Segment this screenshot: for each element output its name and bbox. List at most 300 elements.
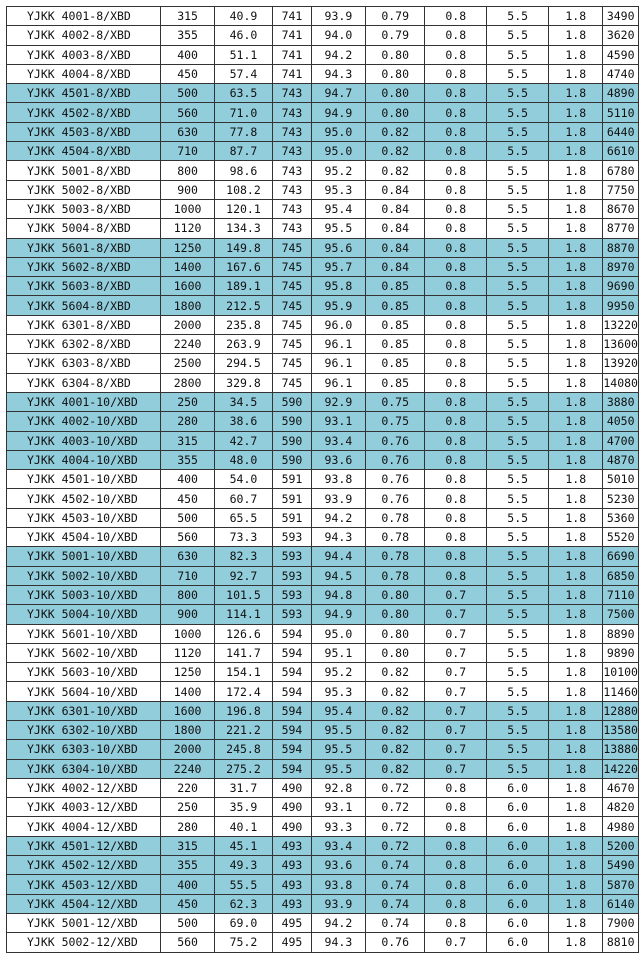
weight-cell: 5110 [603,103,639,122]
current-cell: 65.5 [214,508,272,527]
table-row [7,894,639,913]
model-cell: YJKK 5004-10/XBD [7,605,161,624]
efficiency-cell: 95.0 [311,142,365,161]
col8-cell: 5.5 [487,7,549,26]
power-cell: 2000 [161,740,214,759]
current-cell: 62.3 [214,894,272,913]
model-cell: YJKK 4002-10/XBD [7,412,161,431]
current-cell: 98.6 [214,161,272,180]
current-cell: 60.7 [214,489,272,508]
col9-cell: 1.8 [549,26,603,45]
table-row [7,875,639,894]
model-cell: YJKK 6302-8/XBD [7,335,161,354]
current-cell: 69.0 [214,913,272,932]
model-cell: YJKK 4503-8/XBD [7,122,161,141]
power-cell: 630 [161,122,214,141]
efficiency-cell: 95.5 [311,219,365,238]
power-factor-cell: 0.78 [366,547,425,566]
weight-cell: 14220 [603,759,639,778]
power-factor-cell: 0.82 [366,720,425,739]
col9-cell: 1.8 [549,933,603,952]
col8-cell: 5.5 [487,759,549,778]
col8-cell: 5.5 [487,354,549,373]
efficiency-cell: 93.4 [311,836,365,855]
col7-cell: 0.8 [425,875,487,894]
efficiency-cell: 95.2 [311,161,365,180]
current-cell: 49.3 [214,856,272,875]
model-cell: YJKK 5002-8/XBD [7,180,161,199]
speed-cell: 591 [273,470,312,489]
col8-cell: 5.5 [487,392,549,411]
col9-cell: 1.8 [549,913,603,932]
weight-cell: 8870 [603,238,639,257]
power-cell: 1250 [161,238,214,257]
power-cell: 1400 [161,682,214,701]
current-cell: 75.2 [214,933,272,952]
current-cell: 87.7 [214,142,272,161]
table-row [7,605,639,624]
power-cell: 1400 [161,257,214,276]
power-factor-cell: 0.80 [366,64,425,83]
model-cell: YJKK 4003-10/XBD [7,431,161,450]
power-cell: 500 [161,508,214,527]
weight-cell: 8890 [603,624,639,643]
power-factor-cell: 0.82 [366,740,425,759]
power-factor-cell: 0.72 [366,836,425,855]
table-row [7,778,639,797]
model-cell: YJKK 4504-8/XBD [7,142,161,161]
speed-cell: 490 [273,778,312,797]
efficiency-cell: 95.3 [311,682,365,701]
col7-cell: 0.8 [425,412,487,431]
col7-cell: 0.8 [425,161,487,180]
power-cell: 355 [161,856,214,875]
col9-cell: 1.8 [549,238,603,257]
power-factor-cell: 0.85 [366,296,425,315]
efficiency-cell: 95.4 [311,199,365,218]
speed-cell: 594 [273,701,312,720]
power-factor-cell: 0.84 [366,238,425,257]
weight-cell: 9890 [603,643,639,662]
col7-cell: 0.8 [425,489,487,508]
col7-cell: 0.8 [425,566,487,585]
speed-cell: 591 [273,508,312,527]
power-factor-cell: 0.79 [366,7,425,26]
power-cell: 400 [161,875,214,894]
speed-cell: 745 [273,354,312,373]
current-cell: 63.5 [214,84,272,103]
weight-cell: 6690 [603,547,639,566]
col9-cell: 1.8 [549,566,603,585]
current-cell: 189.1 [214,277,272,296]
col9-cell: 1.8 [549,7,603,26]
weight-cell: 13600 [603,335,639,354]
table-row [7,856,639,875]
table-row [7,373,639,392]
col7-cell: 0.8 [425,335,487,354]
table-row [7,817,639,836]
model-cell: YJKK 5602-10/XBD [7,643,161,662]
weight-cell: 13220 [603,315,639,334]
power-cell: 250 [161,798,214,817]
col9-cell: 1.8 [549,64,603,83]
power-cell: 1000 [161,199,214,218]
efficiency-cell: 93.4 [311,431,365,450]
power-cell: 500 [161,84,214,103]
table-row [7,836,639,855]
col7-cell: 0.8 [425,913,487,932]
current-cell: 235.8 [214,315,272,334]
power-factor-cell: 0.84 [366,180,425,199]
power-cell: 315 [161,836,214,855]
efficiency-cell: 94.7 [311,84,365,103]
col9-cell: 1.8 [549,643,603,662]
current-cell: 114.1 [214,605,272,624]
col9-cell: 1.8 [549,257,603,276]
model-cell: YJKK 4501-8/XBD [7,84,161,103]
col9-cell: 1.8 [549,431,603,450]
current-cell: 31.7 [214,778,272,797]
table-row [7,257,639,276]
power-factor-cell: 0.78 [366,528,425,547]
efficiency-cell: 95.8 [311,277,365,296]
speed-cell: 741 [273,26,312,45]
efficiency-cell: 94.3 [311,528,365,547]
col9-cell: 1.8 [549,199,603,218]
current-cell: 73.3 [214,528,272,547]
efficiency-cell: 95.0 [311,122,365,141]
weight-cell: 4870 [603,450,639,469]
power-factor-cell: 0.84 [366,257,425,276]
speed-cell: 594 [273,624,312,643]
model-cell: YJKK 5001-10/XBD [7,547,161,566]
speed-cell: 493 [273,875,312,894]
power-cell: 800 [161,585,214,604]
power-cell: 1120 [161,219,214,238]
col7-cell: 0.8 [425,431,487,450]
current-cell: 55.5 [214,875,272,894]
weight-cell: 4890 [603,84,639,103]
table-row [7,45,639,64]
power-cell: 500 [161,913,214,932]
col8-cell: 5.5 [487,624,549,643]
col7-cell: 0.8 [425,277,487,296]
table-row [7,585,639,604]
table-row [7,643,639,662]
power-factor-cell: 0.85 [366,354,425,373]
col8-cell: 5.5 [487,528,549,547]
speed-cell: 495 [273,933,312,952]
table-row [7,720,639,739]
col9-cell: 1.8 [549,103,603,122]
power-factor-cell: 0.84 [366,219,425,238]
power-factor-cell: 0.82 [366,161,425,180]
speed-cell: 594 [273,720,312,739]
col9-cell: 1.8 [549,489,603,508]
col7-cell: 0.7 [425,643,487,662]
spec-table-container [6,6,639,953]
col8-cell: 5.5 [487,45,549,64]
col9-cell: 1.8 [549,45,603,64]
power-factor-cell: 0.82 [366,663,425,682]
col8-cell: 5.5 [487,682,549,701]
power-cell: 355 [161,450,214,469]
model-cell: YJKK 4503-10/XBD [7,508,161,527]
speed-cell: 745 [273,277,312,296]
weight-cell: 3490 [603,7,639,26]
table-row [7,219,639,238]
current-cell: 71.0 [214,103,272,122]
col9-cell: 1.8 [549,219,603,238]
col8-cell: 6.0 [487,894,549,913]
motor-spec-table [6,6,639,953]
weight-cell: 9690 [603,277,639,296]
power-cell: 280 [161,817,214,836]
col7-cell: 0.7 [425,682,487,701]
weight-cell: 8970 [603,257,639,276]
power-factor-cell: 0.78 [366,508,425,527]
col8-cell: 5.5 [487,508,549,527]
efficiency-cell: 93.9 [311,894,365,913]
current-cell: 92.7 [214,566,272,585]
current-cell: 40.9 [214,7,272,26]
speed-cell: 593 [273,566,312,585]
efficiency-cell: 95.9 [311,296,365,315]
col9-cell: 1.8 [549,547,603,566]
efficiency-cell: 94.9 [311,605,365,624]
col9-cell: 1.8 [549,798,603,817]
col7-cell: 0.8 [425,817,487,836]
power-factor-cell: 0.82 [366,142,425,161]
speed-cell: 594 [273,663,312,682]
efficiency-cell: 94.0 [311,26,365,45]
power-factor-cell: 0.80 [366,585,425,604]
current-cell: 221.2 [214,720,272,739]
col9-cell: 1.8 [549,412,603,431]
col7-cell: 0.7 [425,740,487,759]
col8-cell: 6.0 [487,836,549,855]
col7-cell: 0.8 [425,64,487,83]
col9-cell: 1.8 [549,450,603,469]
weight-cell: 3880 [603,392,639,411]
col7-cell: 0.7 [425,663,487,682]
model-cell: YJKK 5004-8/XBD [7,219,161,238]
table-row [7,180,639,199]
current-cell: 212.5 [214,296,272,315]
col8-cell: 5.5 [487,315,549,334]
col9-cell: 1.8 [549,605,603,624]
efficiency-cell: 92.8 [311,778,365,797]
col9-cell: 1.8 [549,875,603,894]
col8-cell: 6.0 [487,875,549,894]
model-cell: YJKK 4003-12/XBD [7,798,161,817]
table-row [7,682,639,701]
speed-cell: 590 [273,412,312,431]
table-row [7,798,639,817]
weight-cell: 13880 [603,740,639,759]
col8-cell: 5.5 [487,142,549,161]
weight-cell: 6850 [603,566,639,585]
model-cell: YJKK 6303-8/XBD [7,354,161,373]
col8-cell: 5.5 [487,450,549,469]
col8-cell: 5.5 [487,238,549,257]
weight-cell: 8770 [603,219,639,238]
efficiency-cell: 94.2 [311,913,365,932]
current-cell: 40.1 [214,817,272,836]
efficiency-cell: 95.4 [311,701,365,720]
efficiency-cell: 92.9 [311,392,365,411]
col8-cell: 5.5 [487,373,549,392]
speed-cell: 594 [273,682,312,701]
power-cell: 2240 [161,335,214,354]
speed-cell: 743 [273,84,312,103]
col7-cell: 0.8 [425,122,487,141]
table-row [7,489,639,508]
weight-cell: 6440 [603,122,639,141]
table-row [7,624,639,643]
table-row [7,7,639,26]
col7-cell: 0.7 [425,720,487,739]
table-row [7,412,639,431]
table-row [7,913,639,932]
col8-cell: 5.5 [487,277,549,296]
col8-cell: 5.5 [487,296,549,315]
power-cell: 710 [161,142,214,161]
power-cell: 1600 [161,701,214,720]
power-cell: 900 [161,180,214,199]
power-factor-cell: 0.82 [366,122,425,141]
speed-cell: 593 [273,547,312,566]
current-cell: 329.8 [214,373,272,392]
col8-cell: 6.0 [487,913,549,932]
col7-cell: 0.8 [425,836,487,855]
table-row [7,933,639,952]
power-cell: 900 [161,605,214,624]
table-row [7,450,639,469]
speed-cell: 745 [273,373,312,392]
col9-cell: 1.8 [549,277,603,296]
power-cell: 400 [161,470,214,489]
col7-cell: 0.7 [425,605,487,624]
table-row [7,566,639,585]
power-factor-cell: 0.85 [366,373,425,392]
col9-cell: 1.8 [549,470,603,489]
power-factor-cell: 0.85 [366,335,425,354]
efficiency-cell: 94.8 [311,585,365,604]
current-cell: 48.0 [214,450,272,469]
power-factor-cell: 0.85 [366,315,425,334]
model-cell: YJKK 4002-8/XBD [7,26,161,45]
efficiency-cell: 95.3 [311,180,365,199]
current-cell: 134.3 [214,219,272,238]
current-cell: 149.8 [214,238,272,257]
col9-cell: 1.8 [549,720,603,739]
efficiency-cell: 94.9 [311,103,365,122]
efficiency-cell: 93.8 [311,875,365,894]
table-row [7,103,639,122]
power-factor-cell: 0.78 [366,566,425,585]
col8-cell: 5.5 [487,335,549,354]
col8-cell: 5.5 [487,566,549,585]
efficiency-cell: 96.0 [311,315,365,334]
efficiency-cell: 95.2 [311,663,365,682]
col9-cell: 1.8 [549,296,603,315]
speed-cell: 743 [273,103,312,122]
current-cell: 35.9 [214,798,272,817]
power-cell: 450 [161,489,214,508]
power-factor-cell: 0.76 [366,470,425,489]
col7-cell: 0.8 [425,778,487,797]
col9-cell: 1.8 [549,759,603,778]
col7-cell: 0.8 [425,354,487,373]
power-factor-cell: 0.84 [366,199,425,218]
table-row [7,64,639,83]
power-factor-cell: 0.80 [366,84,425,103]
model-cell: YJKK 6302-10/XBD [7,720,161,739]
efficiency-cell: 95.0 [311,624,365,643]
power-cell: 1000 [161,624,214,643]
power-cell: 2800 [161,373,214,392]
col7-cell: 0.7 [425,701,487,720]
table-row [7,701,639,720]
model-cell: YJKK 5604-10/XBD [7,682,161,701]
col7-cell: 0.8 [425,84,487,103]
col9-cell: 1.8 [549,624,603,643]
col9-cell: 1.8 [549,528,603,547]
speed-cell: 594 [273,759,312,778]
efficiency-cell: 93.9 [311,7,365,26]
speed-cell: 493 [273,894,312,913]
current-cell: 167.6 [214,257,272,276]
col7-cell: 0.8 [425,470,487,489]
col7-cell: 0.7 [425,759,487,778]
col7-cell: 0.7 [425,933,487,952]
model-cell: YJKK 5602-8/XBD [7,257,161,276]
power-cell: 1250 [161,663,214,682]
power-factor-cell: 0.74 [366,875,425,894]
power-cell: 1800 [161,296,214,315]
model-cell: YJKK 4502-10/XBD [7,489,161,508]
power-factor-cell: 0.75 [366,392,425,411]
speed-cell: 594 [273,740,312,759]
model-cell: YJKK 4503-12/XBD [7,875,161,894]
weight-cell: 5010 [603,470,639,489]
model-cell: YJKK 4501-10/XBD [7,470,161,489]
weight-cell: 13920 [603,354,639,373]
power-cell: 560 [161,528,214,547]
col9-cell: 1.8 [549,894,603,913]
col8-cell: 5.5 [487,219,549,238]
col8-cell: 5.5 [487,199,549,218]
col7-cell: 0.8 [425,180,487,199]
current-cell: 38.6 [214,412,272,431]
power-cell: 400 [161,45,214,64]
efficiency-cell: 93.1 [311,412,365,431]
weight-cell: 5520 [603,528,639,547]
power-factor-cell: 0.79 [366,26,425,45]
model-cell: YJKK 5003-10/XBD [7,585,161,604]
col8-cell: 5.5 [487,547,549,566]
table-row [7,528,639,547]
efficiency-cell: 93.8 [311,470,365,489]
model-cell: YJKK 5002-12/XBD [7,933,161,952]
col7-cell: 0.8 [425,257,487,276]
col9-cell: 1.8 [549,373,603,392]
speed-cell: 741 [273,64,312,83]
weight-cell: 4700 [603,431,639,450]
table-row [7,759,639,778]
table-row [7,547,639,566]
